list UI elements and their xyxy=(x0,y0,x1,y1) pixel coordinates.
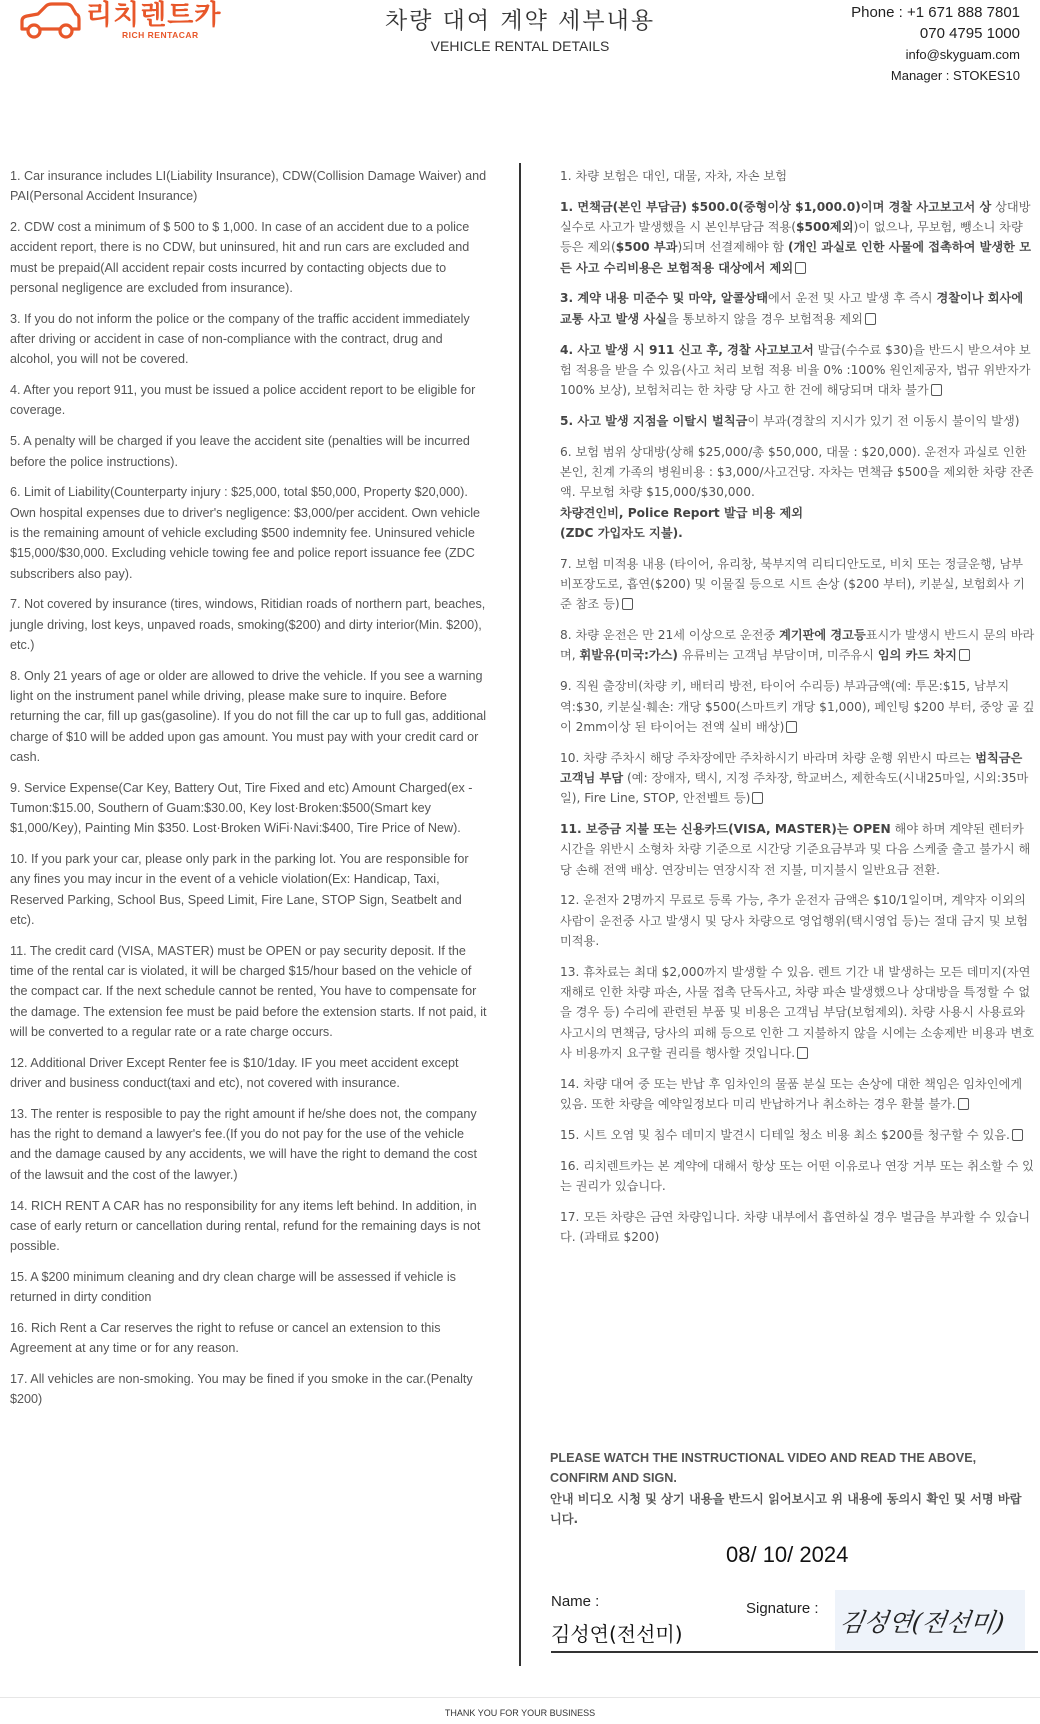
term-ko-10-checkbox[interactable] xyxy=(752,792,763,804)
term-ko-8-bold1: 계기판에 경고등 xyxy=(779,628,866,643)
term-ko-4-text: 발급(수수료 $30)을 반드시 받으셔야 보험 적용을 받을 수 있음(사고 처리 보험 적용 비율 0% :100% 원인제공자, 법규 위반자가 100% 보상), 보험처리는 한 차량 당 사고 한 건에 해당되며 대차 불가 xyxy=(560,342,1031,398)
term-ko-11-bold: 11. 보증금 지불 또는 신용카드(VISA, MASTER)는 OPEN xyxy=(560,822,891,837)
manager-name: Manager : STOKES10 xyxy=(890,68,1020,83)
term-ko-14-text: 14. 차량 대여 중 또는 반납 후 임차인의 물품 분실 또는 손상에 대한 책임은 임차인에게 있음. 또한 차량을 예약일정보다 미리 반납하거나 취소하는 경우 환불 불가. xyxy=(560,1076,1023,1112)
terms-korean-column xyxy=(560,166,1036,1258)
term-ko-6-bold2: (ZDC 가입자도 지불). xyxy=(560,525,683,540)
term-en-6: 6. Limit of Liability(Counterparty injury : $25,000, total $50,000, Property $20,000). Own hospital expenses due to driver's negligence: $3,000/per accident. Own vehicle is the remaining amount of vehicle excluding $500 indemnity fee. Uninsured vehicle $15,000/$30,000. Excluding vehicle towing fee and police report issuance fee (ZDC subscribers also pay). xyxy=(10,485,481,581)
name-label: Name : xyxy=(551,1593,600,1610)
term-ko-9 xyxy=(560,676,1036,737)
term-en-4: 4. After you report 911, you must be issued a police accident report to be eligible for coverage. xyxy=(10,383,476,418)
term-ko-16: 16. 리치렌트카는 본 계약에 대해서 항상 또는 어떤 이유로나 연장 거부 또는 취소할 수 있는 권리가 있습니다. xyxy=(560,1158,1034,1193)
term-ko-14 xyxy=(560,1074,1036,1115)
term-ko-2 xyxy=(560,197,1036,278)
term-ko-10-bold: 범칙금은 고객님 부담 xyxy=(560,750,1023,785)
term-en-2: 2. CDW cost a minimum of $ 500 to $ 1,000. In case of an accident due to a police accident report, there is no CDW, but uninsured, hit and run cars are excluded and must be prepaid(All accident repair costs incurred by contacting objects due to personal negligence are excluded from insurance). xyxy=(10,220,470,295)
contact-info xyxy=(851,2,1020,86)
term-ko-5 xyxy=(560,411,1036,431)
term-ko-4-checkbox[interactable] xyxy=(931,384,942,396)
term-ko-6-bold1: 차량견인비, Police Report 발급 비용 제외 xyxy=(560,505,804,520)
term-ko-10-text2: (예: 장애자, 택시, 지정 주차장, 학교버스, 제한속도(시내25마일, 시외:35마일), Fire Line, STOP, 안전벨트 등) xyxy=(560,770,1029,806)
confirm-instructions-english: PLEASE WATCH THE INSTRUCTIONAL VIDEO AND READ THE ABOVE, CONFIRM AND SIGN. xyxy=(550,1451,977,1486)
term-ko-13 xyxy=(560,962,1036,1063)
term-en-1: 1. Car insurance includes LI(Liability Insurance), CDW(Collision Damage Waiver) and PAI(Personal Accident Insurance) xyxy=(10,169,487,204)
term-ko-10-text: 10. 차량 주차시 해당 주차장에만 주차하시기 바라며 차량 운행 위반시 따르는 xyxy=(560,750,976,765)
term-en-11: 11. The credit card (VISA, MASTER) must be OPEN or pay security deposit. If the time of the rental car is violated, it will be charged $15/hour based on the vehicle of the compact car. If the next schedule cannot be rented, You have to compensate for the damage. The extension fee must be paid before the extension starts. If not paid, it will be converted to a regular rate or a rate charge occurs. xyxy=(10,943,487,1039)
term-ko-14-checkbox[interactable] xyxy=(958,1098,969,1110)
logo-korean-text: 리치렌트카 xyxy=(86,0,222,32)
term-ko-7 xyxy=(560,554,1036,615)
term-ko-11-text: 해야 하며 계약된 렌터카 시간을 위반시 소형차 차량 기준으로 시간당 기준요금부과 및 다음 스케줄 출고 불가시 해당 손해 전액 배상. 연장비는 연장시작 전 지불, 미지불시 일반요금 전환. xyxy=(560,822,1031,877)
term-en-5: 5. A penalty will be charged if you leave the accident site (penalties will be incurred before the police instructions). xyxy=(10,434,470,469)
name-field[interactable]: 김성연(전선미) xyxy=(551,1622,683,1646)
logo-english-text: RICH RENTACAR xyxy=(122,30,199,41)
term-ko-3-bold-lead: 3. 계약 내용 미준수 및 마약, 알콜상태 xyxy=(560,291,769,306)
term-ko-3-text: 에서 운전 및 사고 발생 후 즉시 xyxy=(768,291,937,306)
term-ko-8-text3: 유류비는 고객님 부담이며, 미주유시 xyxy=(677,648,878,663)
term-ko-11 xyxy=(560,819,1036,880)
term-ko-10 xyxy=(560,748,1036,809)
car-logo-icon xyxy=(18,1,82,41)
term-ko-3-checkbox[interactable] xyxy=(865,313,876,325)
term-ko-6-text: 6. 보험 범위 상대방(상해 $25,000/총 $50,000, 대물 : $20,000). 운전자 과실로 인한 본인, 친계 가족의 병원비용 : $3,000/사고건당. 자차는 면책금 $500을 제외한 차량 잔존액. 무보험 차량 $15,000/$30,000. xyxy=(560,444,1034,500)
term-ko-6 xyxy=(560,442,1036,543)
term-ko-15 xyxy=(560,1125,1036,1145)
signature-label: Signature : xyxy=(746,1600,819,1617)
term-ko-5-bold-lead: 5. 사고 발생 지점을 이탈시 벌칙금 xyxy=(560,413,748,428)
term-ko-15-text: 15. 시트 오염 및 침수 데미지 발견시 디테일 청소 비용 최소 $200를 청구할 수 있음. xyxy=(560,1127,1010,1142)
footer-text: THANK YOU FOR YOUR BUSINESS xyxy=(444,1708,596,1718)
document-title-english: VEHICLE RENTAL DETAILS xyxy=(430,38,610,54)
term-en-7: 7. Not covered by insurance (tires, windows, Ritidian roads of northern part, beaches, jungle driving, lost keys, unpaved roads, smoking($200) and dirty interior(Min. $200), etc.) xyxy=(10,597,486,652)
term-ko-9-text: 9. 직원 출장비(차량 키, 배터리 방전, 타이어 수리등) 부과금액(예: 투몬:$15, 남부지역:$30, 키분실·훼손: 개당 $500(스마트키 개당 $1,000), 페인팅 $200 부터, 중앙 골 깊이 2mm이상 된 타이어는 전액 실비 배상) xyxy=(560,679,1035,734)
confirm-instructions xyxy=(550,1448,1030,1529)
term-ko-4 xyxy=(560,340,1036,401)
document-title-korean: 차량 대여 계약 세부내용 xyxy=(384,8,656,34)
term-ko-8-text2: 표시가 발생시 반드시 문의 바라며, xyxy=(560,628,1035,663)
term-ko-2-checkbox[interactable] xyxy=(795,262,806,274)
term-ko-2-text2: )이 없으나, 무보험, 뺑소니 차량 등은 제외( xyxy=(560,220,1023,255)
term-en-16: 16. Rich Rent a Car reserves the right to refuse or cancel an extension to this Agreement at any time or for any reason. xyxy=(10,1321,441,1356)
term-ko-8-bold2: 휘발유(미국:가스) xyxy=(579,648,678,663)
term-en-17: 17. All vehicles are non-smoking. You may be fined if you smoke in the car.(Penalty $200) xyxy=(10,1372,473,1407)
company-logo xyxy=(18,0,228,42)
term-en-3: 3. If you do not inform the police or the company of the traffic accident immediately after driving or accident in case of non-compliance with the contract, drug and alcohol, you will not be covered. xyxy=(10,311,470,367)
term-en-9: 9. Service Expense(Car Key, Battery Out, Tire Fixed and etc) Amount Charged(ex -Tumon:$15.00, Southern of Guam:$30.00, Key lost·Broken:$500(Smart key $1,000/Key), Painting Min $350. Lost·Broken WiFi·Navi:$400, Tire Price of New). xyxy=(10,780,473,836)
signature-underline xyxy=(551,1651,1038,1653)
term-ko-2-bold-lead: 1. 면책금(본인 부담금) $500.0(중형이상 $1,000.0)이며 경찰 사고보고서 상 xyxy=(560,199,992,214)
term-ko-8-text: 8. 차량 운전은 만 21세 이상으로 운전중 xyxy=(560,628,780,643)
term-ko-7-checkbox[interactable] xyxy=(622,598,633,610)
term-ko-8-bold3: 임의 카드 차지 xyxy=(877,648,957,663)
term-ko-17: 17. 모든 차량은 금연 차량입니다. 차량 내부에서 흡연하실 경우 벌금을 부과할 수 있습니다. (과태료 $200) xyxy=(560,1209,1031,1245)
term-ko-3 xyxy=(560,288,1036,329)
term-en-14: 14. RICH RENT A CAR has no responsibility for any items left behind. In addition, in case of early return or cancellation during rental, refund for the remaining days is not possible. xyxy=(10,1198,481,1254)
term-ko-13-checkbox[interactable] xyxy=(797,1047,808,1059)
term-ko-12: 12. 운전자 2명까지 무료로 등록 가능, 추가 운전자 금액은 $10/1일이며, 계약자 이외의 사람이 운전중 사고 발생시 및 당사 차량으로 영업행위(택시영업 등)는 절대 금지 및 보험 미적용. xyxy=(560,893,1029,948)
term-en-8: 8. Only 21 years of age or older are allowed to drive the vehicle. If you see a warning light on the instrument panel while driving, please make sure to inquire. Before returning the car, fill up gas(gasoline). If you do not fill the car up to full gas, additional charge of $10 will be added upon gas amount. You must pay with your credit card or cash. xyxy=(10,668,487,764)
term-en-15: 15. A $200 minimum cleaning and dry clean charge will be assessed if vehicle is returned in dirty condition xyxy=(10,1269,456,1305)
term-ko-15-checkbox[interactable] xyxy=(1012,1129,1023,1141)
term-ko-2-text: 상대방 실수로 사고가 발생했을 시 본인부담금 적용( xyxy=(560,199,1031,235)
term-en-13: 13. The renter is resposible to pay the right amount if he/she does not, the company has the right to demand a lawyer's fee.(If you do not pay for the use of the vehicle and the damage caused by any accidents, we will have the right to demand the cost of the lawsuit and the cost of the lawyer.) xyxy=(10,1106,477,1182)
terms-english-column xyxy=(10,166,488,1420)
term-ko-3-text2: 을 통보하지 않을 경우 보험적용 제외 xyxy=(666,311,863,326)
term-ko-1: 1. 차량 보험은 대인, 대물, 자차, 자손 보험 xyxy=(560,169,787,183)
term-en-10: 10. If you park your car, please only park in the parking lot. You are responsible for any fines you may incur in the event of a vehicle violation(Ex: Handicap, Taxi, Reserved Parking, School Bus, Speed Limit, Fire Lane, STOP Sign, Seatbelt and etc). xyxy=(10,852,469,927)
phone-secondary: 070 4795 1000 xyxy=(919,25,1020,42)
term-ko-2-bold-tail: (개인 과실로 인한 사물에 접촉하여 발생한 모든 사고 수리비용은 보험적용 대상에서 제외 xyxy=(560,240,1031,275)
term-ko-13-text: 13. 휴차료는 최대 $2,000까지 발생할 수 있음. 렌트 기간 내 발생하는 모든 데미지(자연재해로 인한 차량 파손, 사물 접촉 단독사고, 차량 파손 발생했으나 상대방을 특정할 수 없을 경우 등) 수리에 관련된 부품 및 비용은 고객님 부담(보험제외). 차량 사용시 사용료와 사고시의 면책금, 당사의 피해 등으로 인한 그 지불하지 않을 시에는 소송제반 비용과 변호사 비용까지 요구할 권리를 행사할 것입니다. xyxy=(560,964,1035,1060)
term-ko-7-text: 7. 보험 미적용 내용 (타이어, 유리창, 북부지역 리티디안도로, 비치 또는 정글운행, 남부 비포장도로, 흡연($200) 및 이물질 등으로 시트 손상 ($200 부터), 키분실, 보험회사 기준 참조 등) xyxy=(560,556,1025,612)
term-ko-4-bold-lead: 4. 사고 발생 시 911 신고 후, 경찰 사고보고서 xyxy=(560,342,814,357)
footer-divider xyxy=(0,1697,1040,1698)
term-ko-5-text: 이 부과(경찰의 지시가 있기 전 이동시 불이익 발생) xyxy=(747,413,1020,428)
phone-primary: Phone : +1 671 888 7801 xyxy=(851,4,1020,21)
term-ko-8-checkbox[interactable] xyxy=(959,649,970,661)
contact-email: info@skyguam.com xyxy=(905,47,1020,62)
term-ko-3-bold-mid: 경찰이나 회사에 교통 사고 발생 사실 xyxy=(560,291,1024,326)
signed-date: 08/ 10/ 2024 xyxy=(726,1542,849,1567)
column-divider xyxy=(519,163,521,1666)
term-ko-9-checkbox[interactable] xyxy=(786,721,797,733)
confirm-instructions-korean: 안내 비디오 시청 및 상기 내용을 반드시 읽어보시고 위 내용에 동의시 확인 및 서명 바랍니다. xyxy=(550,1491,1022,1526)
term-ko-2-charge: $500 부과 xyxy=(615,240,678,255)
signature-handwriting: 김성연(전선미) xyxy=(837,1608,1007,1637)
term-ko-2-excluded: $500제외 xyxy=(796,220,854,235)
term-ko-8 xyxy=(560,625,1036,666)
term-en-12: 12. Additional Driver Except Renter fee is $10/1day. IF you meet accident except driver and business conduct(taxi and etc), not covered with insurance. xyxy=(10,1055,459,1091)
term-ko-2-text3: )되며 선결제해야 함 xyxy=(677,240,785,255)
